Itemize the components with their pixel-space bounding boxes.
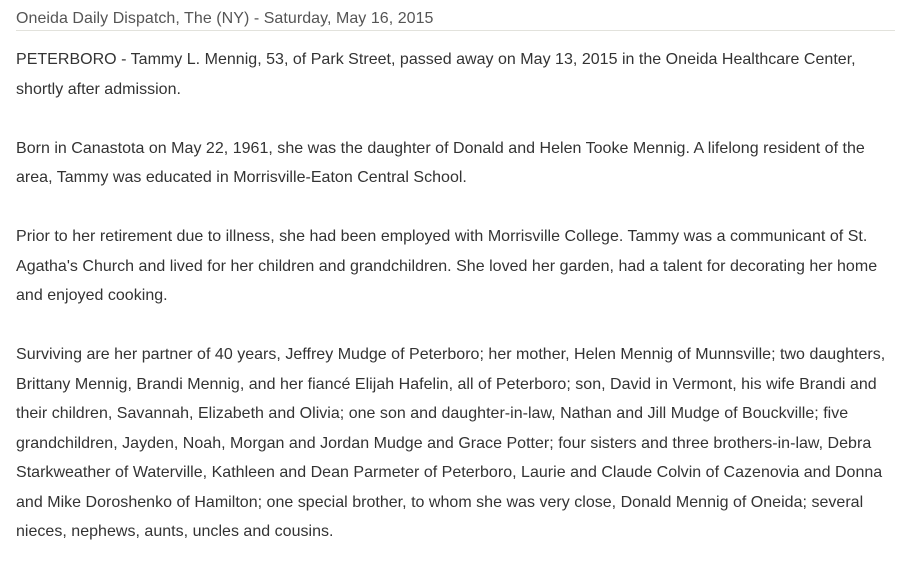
article-paragraph: Born in Canastota on May 22, 1961, she was the daughter of Donald and Helen Tooke Mennig. A lifelong resident of the area, Tammy was educated in Morrisville-Eaton Central School.: [16, 139, 865, 186]
article-paragraph: PETERBORO - Tammy L. Mennig, 53, of Park Street, passed away on May 13, 2015 in the Oneida Healthcare Center, shortly after admission.: [16, 51, 856, 98]
obituary-article: [16, 45, 895, 547]
publication-source-line: Oneida Daily Dispatch, The (NY) - Saturday, May 16, 2015: [16, 10, 434, 27]
header-divider: [16, 30, 895, 31]
article-paragraph: Prior to her retirement due to illness, she had been employed with Morrisville College. Tammy was a communicant of St. Agatha's Church and lived for her children and grandchildren. She loved her garden, had a talent for decorating her home and enjoyed cooking.: [16, 228, 878, 304]
article-paragraph: Surviving are her partner of 40 years, Jeffrey Mudge of Peterboro; her mother, Helen Mennig of Munnsville; two daughters, Brittany Mennig, Brandi Mennig, and her fiancé Elijah Hafelin, all of Peterboro; son, David in Vermont, his wife Brandi and their children, Savannah, Elizabeth and Olivia; one son and daughter-in-law, Nathan and Jill Mudge of Bouckville; five grandchildren, Jayden, Noah, Morgan and Jordan Mudge and Grace Potter; four sisters and three brothers-in-law, Debra Starkweather of Waterville, Kathleen and Dean Parmeter of Peterboro, Laurie and Claude Colvin of Cazenovia and Donna and Mike Doroshenko of Hamilton; one special brother, to whom she was very close, Donald Mennig of Oneida; several nieces, nephews, aunts, uncles and cousins.: [16, 346, 886, 540]
